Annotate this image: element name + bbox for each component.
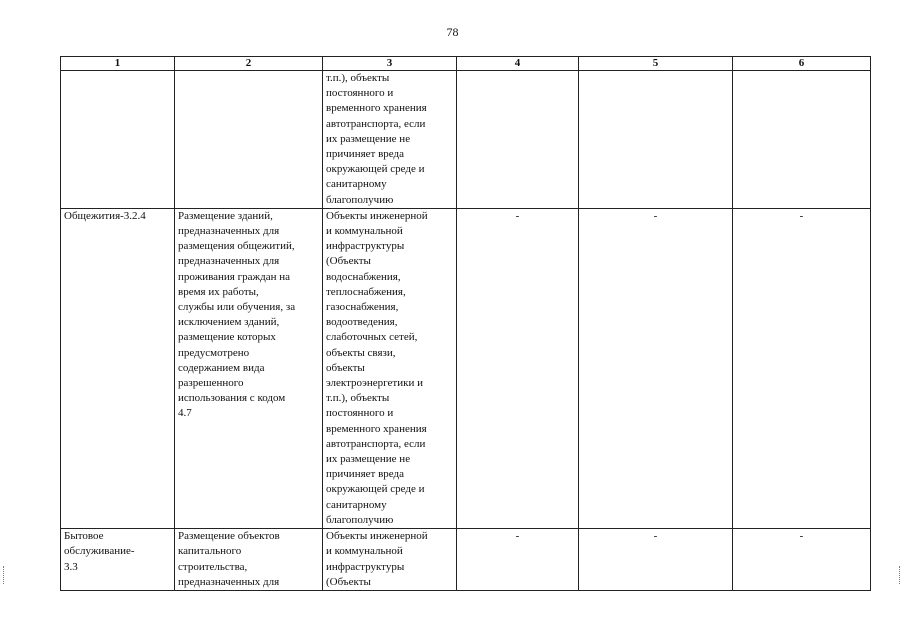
column-4-cell <box>457 208 579 528</box>
use-description-cell <box>175 208 323 528</box>
page-number: 78 <box>446 25 459 39</box>
use-type-text: Общежития-3.2.4 <box>64 209 146 222</box>
column-5-cell <box>579 208 733 528</box>
use-description-text: Размещение объектов капитального строительства, предназначенных для <box>178 530 280 588</box>
column-header-5: 5 <box>579 57 733 71</box>
auxiliary-use-text: т.п.), объекты постоянного и временного хранения автотранспорта, если их размещение не причиняет вреда окружающей среде и санитарному благополучию <box>326 72 427 206</box>
land-use-table <box>60 56 871 591</box>
column-header-3: 3 <box>323 57 457 71</box>
use-type-text: Бытовое обслуживание- 3.3 <box>64 530 135 573</box>
column-5-value: - <box>653 209 658 222</box>
column-5-cell <box>579 529 733 591</box>
column-4-cell <box>457 529 579 591</box>
column-6-value: - <box>799 209 804 222</box>
column-header-4: 4 <box>457 57 579 71</box>
column-6-cell <box>733 71 871 209</box>
column-header-6: 6 <box>733 57 871 71</box>
table-header-row <box>61 57 871 71</box>
table-row <box>61 71 871 209</box>
column-4-cell <box>457 71 579 209</box>
column-5-value: - <box>653 530 658 543</box>
column-5-cell <box>579 71 733 209</box>
use-type-cell <box>61 71 175 209</box>
table-row <box>61 529 871 591</box>
column-4-value: - <box>515 530 520 543</box>
auxiliary-use-text: Объекты инженерной и коммунальной инфраструктуры (Объекты <box>326 530 428 588</box>
use-type-cell <box>61 208 175 528</box>
scan-margin-mark-left <box>3 566 6 584</box>
scan-margin-mark-right <box>899 566 902 584</box>
column-6-value: - <box>799 530 804 543</box>
column-header-1: 1 <box>61 57 175 71</box>
table-row <box>61 208 871 528</box>
column-6-cell <box>733 529 871 591</box>
use-description-cell <box>175 71 323 209</box>
use-type-cell <box>61 529 175 591</box>
auxiliary-use-cell <box>323 208 457 528</box>
auxiliary-use-text: Объекты инженерной и коммунальной инфраструктуры (Объекты водоснабжения, теплоснабжения, газоснабжения, водоотведения, слаботочных сетей, объекты связи, объекты электроэнергетики и т.п.), объекты постоянного и временного хранения автотранспорта, если их размещение не причиняет вреда окружающей среде и санитарному благополучию <box>326 209 428 526</box>
auxiliary-use-cell <box>323 71 457 209</box>
use-description-text: Размещение зданий, предназначенных для размещения общежитий, предназначенных для проживания граждан на время их работы, службы или обучения, за исключением зданий, размещение которых предусмотрено содержанием вида разрешенного использования с кодом 4.7 <box>178 209 296 420</box>
auxiliary-use-cell <box>323 529 457 591</box>
column-header-2: 2 <box>175 57 323 71</box>
use-description-cell <box>175 529 323 591</box>
column-4-value: - <box>515 209 520 222</box>
column-6-cell <box>733 208 871 528</box>
